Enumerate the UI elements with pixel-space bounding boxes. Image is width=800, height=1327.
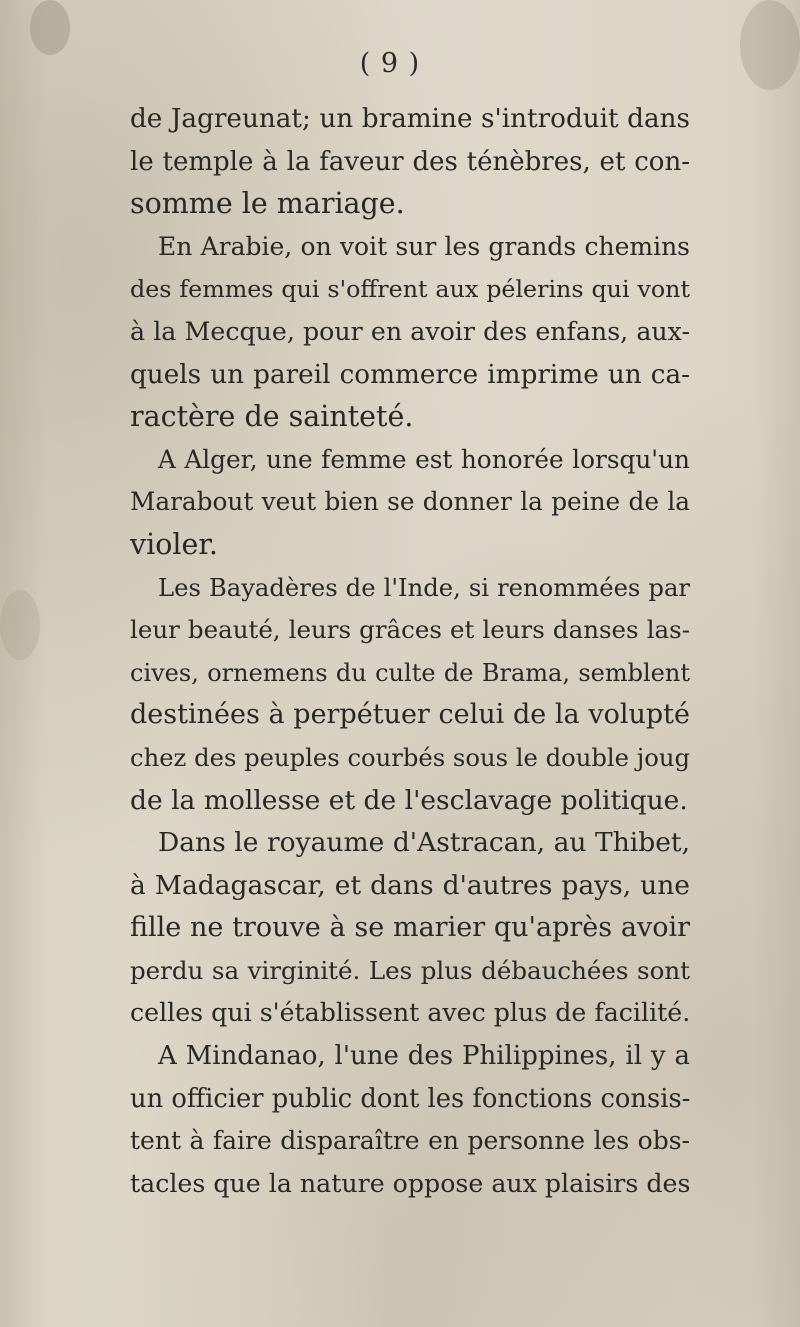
text-line: Marabout veut bien se donner la peine de la [130, 487, 690, 517]
text-line: leur beauté, leurs grâces et leurs danses las- [130, 615, 690, 645]
text-line: cives, ornemens du culte de Brama, semblent [130, 658, 690, 687]
text-line: à Madagascar, et dans d'autres pays, une [130, 869, 690, 901]
text-line: de Jagreunat; un bramine s'introduit dans [130, 104, 690, 134]
text-line: des femmes qui s'offrent aux pélerins qui vont [130, 275, 690, 304]
paper-stain [0, 590, 40, 660]
text-line: A Alger, une femme est honorée lorsqu'un [158, 444, 690, 474]
text-line: Dans le royaume d'Astracan, au Thibet, [158, 827, 690, 859]
text-line: un officier public dont les fonctions consis- [130, 1083, 691, 1114]
text-line: quels un pareil commerce imprime un ca- [130, 359, 690, 390]
text-line: A Mindanao, l'une des Philippines, il y a [158, 1041, 690, 1072]
text-line: En Arabie, on voit sur les grands chemins [158, 231, 690, 261]
text-line: perdu sa virginité. Les plus débauchées sont [130, 955, 690, 985]
text-line: fille ne trouve à se marier qu'après avoir [130, 912, 690, 944]
text-line: le temple à la faveur des ténèbres, et con- [130, 146, 690, 177]
text-line: destinées à perpétuer celui de la volupté [130, 699, 690, 731]
text-line: somme le mariage. [130, 187, 405, 221]
text-line: Les Bayadères de l'Inde, si renommées par [158, 572, 690, 602]
paper-stain [740, 0, 800, 90]
text-line: celles qui s'établissent avec plus de facilité. [130, 998, 691, 1028]
text-line: violer. [130, 527, 218, 561]
text-line: ractère de sainteté. [130, 400, 414, 434]
page-number: ( 9 ) [359, 48, 421, 79]
text-line: de la mollesse et de l'esclavage politique. [130, 784, 688, 816]
body-text [130, 98, 690, 1205]
text-line: chez des peuples courbés sous le double joug [130, 742, 690, 772]
text-line: tacles que la nature oppose aux plaisirs des [130, 1168, 691, 1198]
text-line: à la Mecque, pour en avoir des enfans, aux- [130, 316, 690, 346]
text-line: tent à faire disparaître en personne les obs- [130, 1126, 690, 1156]
paper-stain [30, 0, 70, 55]
